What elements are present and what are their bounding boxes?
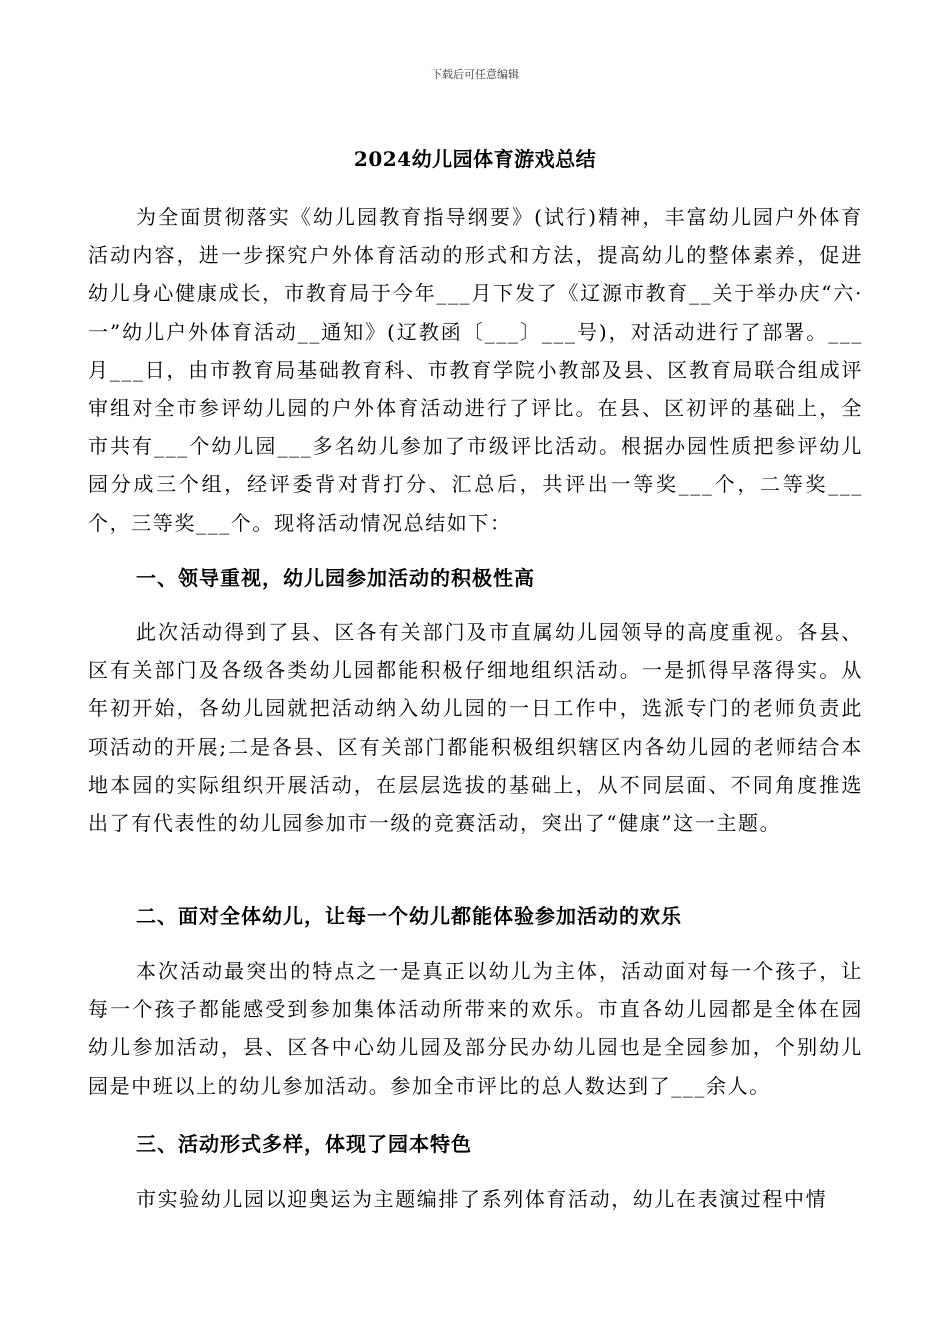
section-heading-2: 二、面对全体幼儿，让每一个幼儿都能体验参加活动的欢乐 <box>136 904 682 928</box>
document-title: 2024幼儿园体育游戏总结 <box>353 147 597 171</box>
intro-paragraph: 为全面贯彻落实《幼儿园教育指导纲要》(试行)精神，丰富幼儿园户外体育活动内容，进一步探究户外体育活动的形式和方法，提高幼儿的整体素养，促进幼儿身心健康成长，市教育局于今年___月下发了《辽源市教育__关于举办庆“六·一”幼儿户外体育活动__通知》(辽教函〔___〕___号)，对活动进行了部署。___月___日，由市教育局基础教育科、市教育学院小教部及县、区教育局联合组成评审组对全市参评幼儿园的户外体育活动进行了评比。在县、区初评的基础上，全市共有___个幼儿园___多名幼儿参加了市级评比活动。根据办园性质把参评幼儿园分成三个组，经评委背对背打分、汇总后，共评出一等奖___个，二等奖___个，三等奖___个。现将活动情况总结如下： <box>88 205 863 535</box>
section-heading-1: 一、领导重视，幼儿园参加活动的积极性高 <box>136 566 535 590</box>
section-heading-3: 三、活动形式多样，体现了园本特色 <box>136 1132 472 1156</box>
section-1-paragraph: 此次活动得到了县、区各有关部门及市直属幼儿园领导的高度重视。各县、区有关部门及各级各类幼儿园都能积极仔细地组织活动。一是抓得早落得实。从年初开始，各幼儿园就把活动纳入幼儿园的一日工作中，选派专门的老师负责此项活动的开展;二是各县、区有关部门都能积极组织辖区内各幼儿园的老师结合本地本园的实际组织开展活动，在层层选拔的基础上，从不同层面、不同角度推选出了有代表性的幼儿园参加市一级的竞赛活动，突出了“健康”这一主题。 <box>88 620 863 836</box>
header-note: 下载后可任意编辑 <box>431 68 519 81</box>
section-2-paragraph: 本次活动最突出的特点之一是真正以幼儿为主体，活动面对每一个孩子，让每一个孩子都能感受到参加集体活动所带来的欢乐。市直各幼儿园都是全体在园幼儿参加活动，县、区各中心幼儿园及部分民办幼儿园也是全园参加，个别幼儿园是中班以上的幼儿参加活动。参加全市评比的总人数达到了___余人。 <box>88 959 863 1098</box>
section-3-paragraph: 市实验幼儿园以迎奥运为主题编排了系列体育活动，幼儿在表演过程中情 <box>136 1187 828 1211</box>
